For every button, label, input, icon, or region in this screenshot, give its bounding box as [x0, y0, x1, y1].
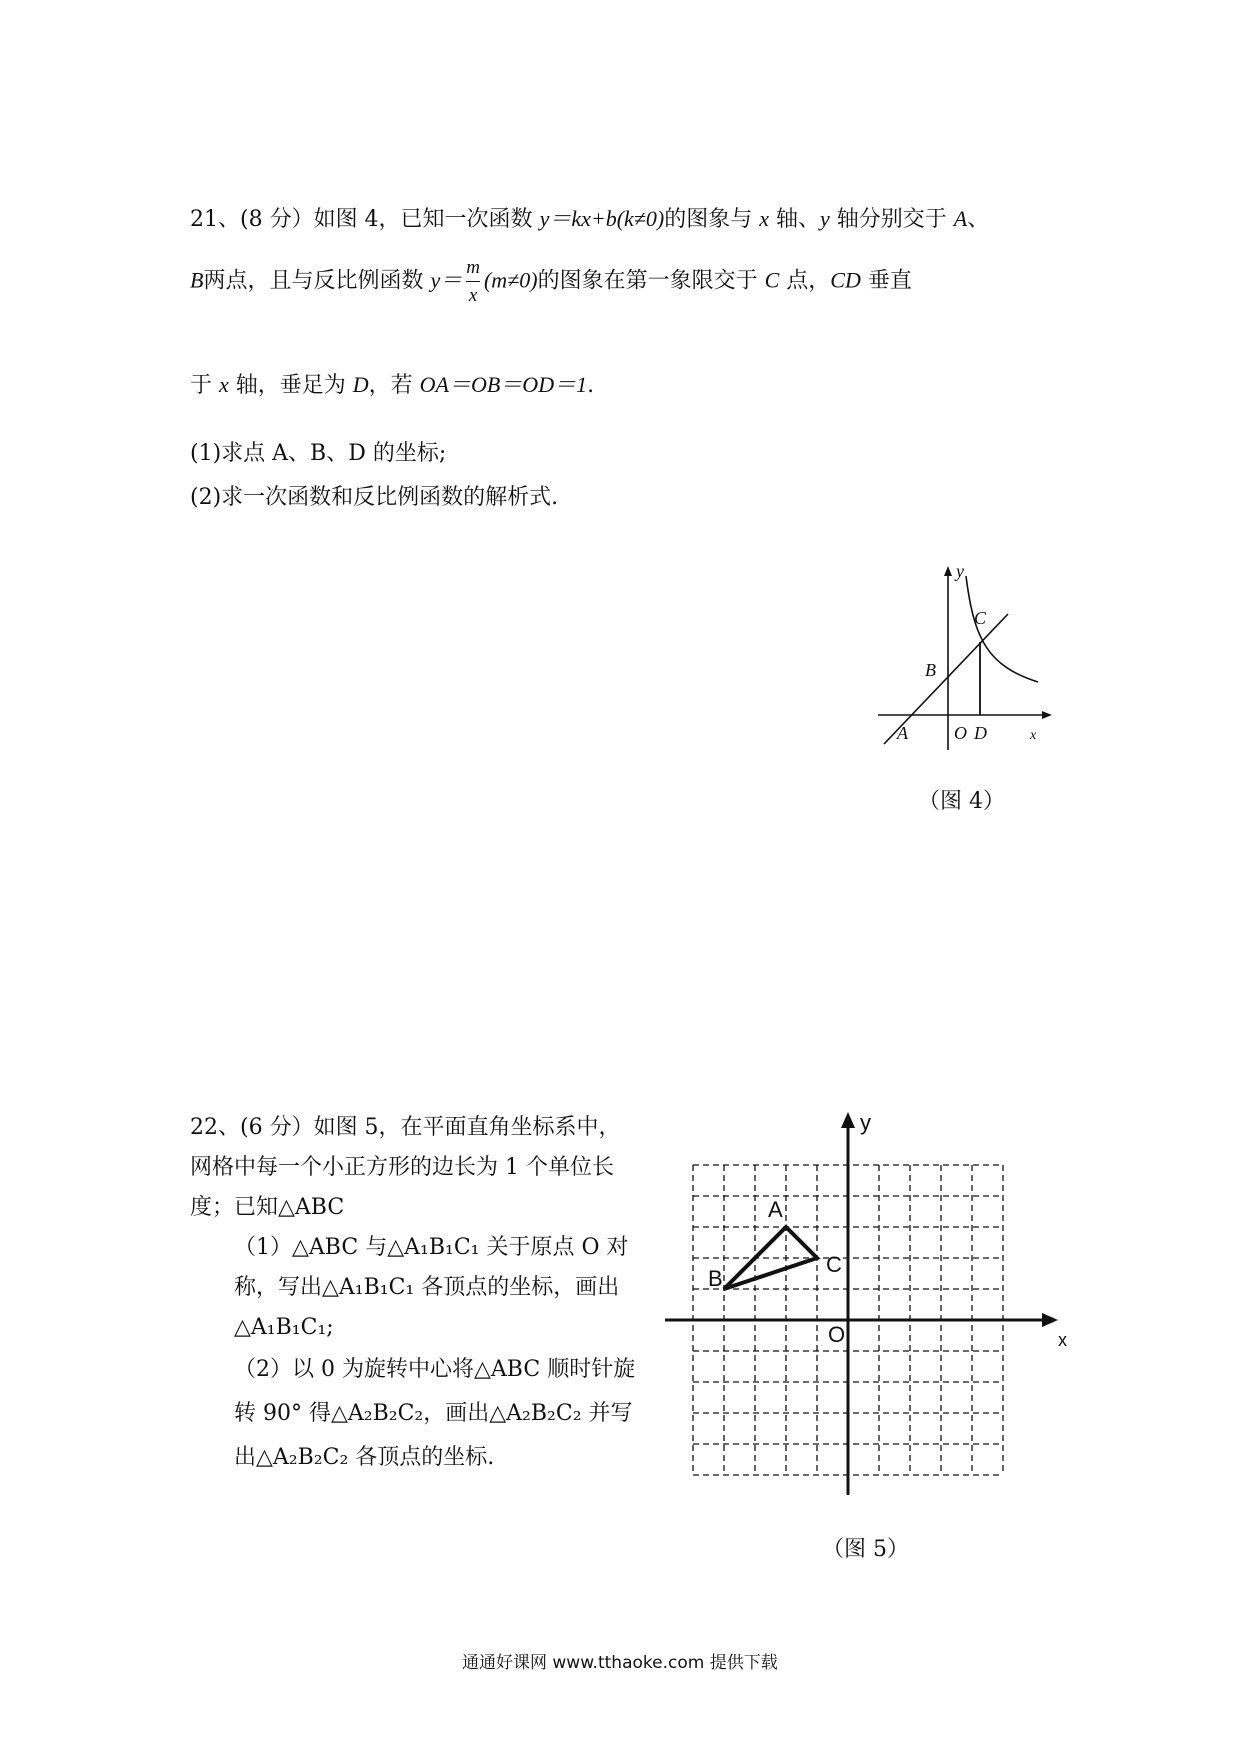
fig4-label-b: B: [925, 660, 936, 680]
figure-4: [870, 560, 1060, 760]
q21-var-x: x: [759, 206, 769, 231]
fig5-label-y: y: [860, 1110, 871, 1135]
fig5-x-arrow: [1042, 1313, 1058, 1327]
q21-equal-lengths: OA＝OB＝OD＝1: [419, 372, 588, 397]
q21-line1-text: 21、(8 分）如图 4，已知一次函数: [190, 207, 540, 232]
q21-segment-cd: CD: [830, 267, 861, 293]
q21-line2-end: 垂直: [860, 268, 912, 294]
q21-point-a: A: [953, 206, 968, 231]
fig4-label-x: x: [1030, 728, 1037, 743]
fig4-label-o: O: [954, 723, 967, 743]
fig5-caption: （图 5）: [822, 1537, 909, 1562]
q21-point-c: C: [764, 267, 780, 293]
q22-line1: 22、(6 分）如图 5，在平面直角坐标系中，网格中每一个小正方形的边长为 1 个单位长度；已知△ABC: [190, 1115, 621, 1220]
fig5-y-arrow: [841, 1112, 855, 1128]
q21-line1-text4: 轴分别交于: [829, 207, 954, 232]
q21-fraction-denominator: x: [468, 285, 478, 306]
q21-point-b: B: [190, 267, 204, 293]
q21-fraction-numerator: m: [466, 257, 480, 278]
q21-linear-formula: y＝kx+b(k≠0): [539, 206, 665, 231]
q21-line1-text3: 轴、: [768, 207, 820, 232]
q21-inverse-condition: (m≠0): [483, 267, 538, 293]
fig5-label-c: C: [826, 1252, 842, 1277]
q21-line3: [190, 368, 594, 399]
q21-part1: (1)求点 A、B、D 的坐标;: [190, 441, 447, 466]
q21-var-y: y: [819, 206, 830, 231]
q21-inverse-y: y＝: [430, 267, 463, 293]
q21-line3-end: .: [587, 373, 595, 398]
q22-part1: （1）△ABC 与△A₁B₁C₁ 关于原点 O 对称，写出△A₁B₁C₁ 各顶点的坐标，画出△A₁B₁C₁;: [234, 1235, 629, 1340]
q22-part2: （2）以 0 为旋转中心将△ABC 顺时针旋转 90° 得△A₂B₂C₂，画出△A₂B₂C₂ 并写出△A₂B₂C₂ 各顶点的坐标.: [234, 1357, 636, 1470]
q21-line1-end: 、: [967, 207, 990, 232]
fig4-hyperbola: [966, 576, 1038, 682]
fig4-label-c: C: [974, 608, 987, 628]
q21-line3-x: x: [219, 372, 229, 397]
fig5-label-a: A: [768, 1197, 783, 1222]
fig4-y-arrow: [944, 566, 952, 576]
q21-line2: [190, 258, 912, 305]
page-footer: 通通好课网 www.tthaoke.com 提供下载: [462, 1653, 778, 1673]
q21-fraction-bar: [466, 281, 480, 282]
q21-part2: (2)求一次函数和反比例函数的解析式.: [190, 485, 559, 510]
q21-fraction: [466, 258, 480, 305]
fig4-label-d: D: [974, 723, 987, 743]
q21-line2-text2: 的图象在第一象限交于: [537, 268, 765, 294]
fig5-label-x: x: [1058, 1330, 1067, 1350]
q21-line3-text: 于: [190, 373, 219, 398]
q22-text: [190, 1108, 640, 1480]
q21-line1: [190, 202, 989, 233]
q21-line3-text3: ，若: [368, 373, 420, 398]
q21-line2-text: 两点，且与反比例函数: [203, 268, 431, 294]
q21-line2-text3: 点，: [779, 268, 831, 294]
fig4-label-y: y: [956, 561, 964, 581]
fig5-label-b: B: [708, 1266, 723, 1291]
figure-5: [660, 1110, 1080, 1510]
fig5-label-o: O: [828, 1322, 846, 1347]
fig4-caption: （图 4）: [918, 789, 1005, 814]
fig4-x-arrow: [1042, 711, 1052, 719]
fig4-label-a: A: [897, 723, 908, 743]
q21-line3-text2: 轴，垂足为: [228, 373, 353, 398]
q21-point-d: D: [352, 372, 369, 397]
q21-line1-text2: 的图象与: [664, 207, 760, 232]
